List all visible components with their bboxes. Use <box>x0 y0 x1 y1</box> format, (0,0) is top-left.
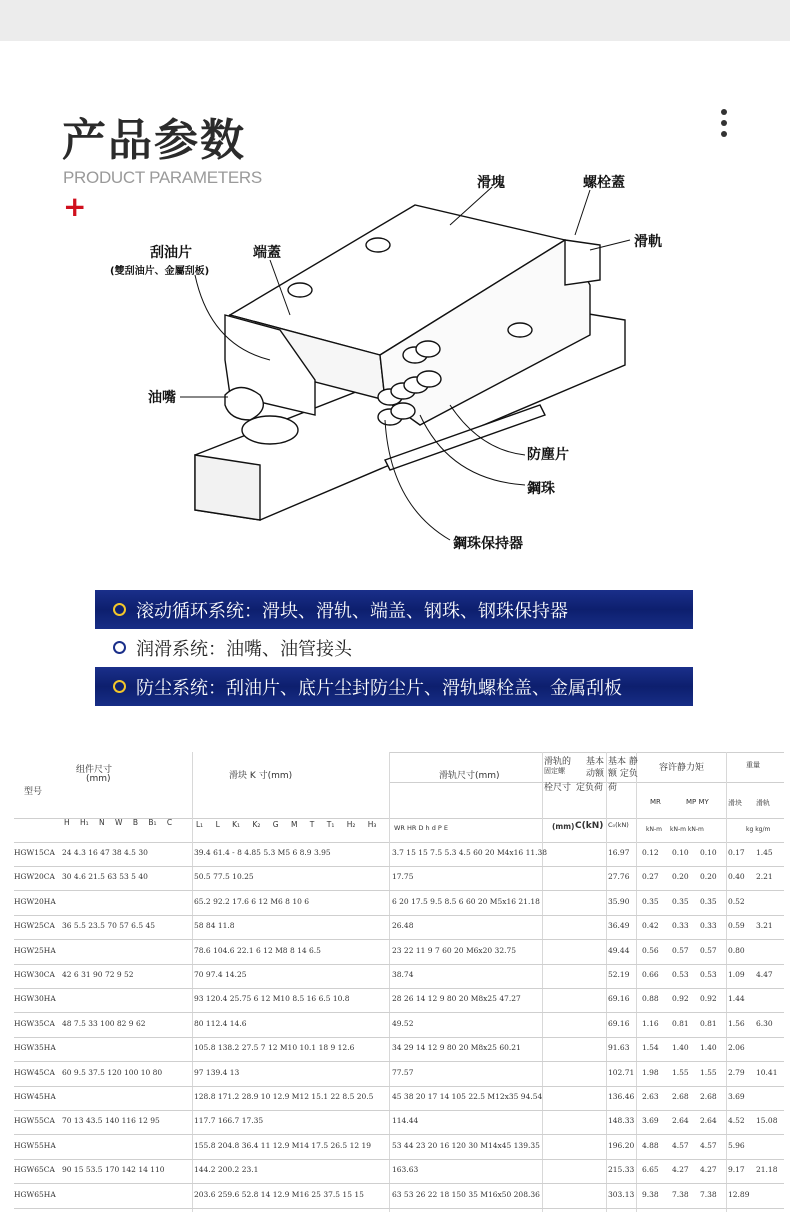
label-rail: 滑軌 <box>634 234 662 250</box>
table-cell: 23 22 11 9 7 60 20 M6x20 32.75 <box>392 945 517 955</box>
table-cell: 36.49 <box>608 921 630 931</box>
table-cell: 52.19 <box>608 970 630 979</box>
table-cell: 21.18 <box>756 1165 778 1175</box>
system-band-dustproof <box>95 667 693 706</box>
label-bolt-cap: 螺栓蓋 <box>583 175 625 191</box>
table-cell: 4.88 <box>642 1140 659 1150</box>
table-cell: 38.74 <box>392 970 414 979</box>
header-weight: 重量 <box>746 761 760 769</box>
table-cell: 0.42 <box>642 921 659 931</box>
table-cell: 0.57 <box>672 945 689 955</box>
ring-bullet-icon <box>113 680 126 693</box>
table-cell: 28 26 14 12 9 80 20 M8x25 47.27 <box>392 994 521 1004</box>
header-assembly: 组件尺寸 <box>76 765 113 775</box>
table-cell: 1.16 <box>642 1018 659 1028</box>
header-block: 滑块 K 寸(mm) <box>229 771 293 781</box>
table-cell: 97 139.4 13 <box>194 1067 240 1077</box>
model-cell: HGW35CA <box>14 1018 55 1028</box>
table-cell: 80 112.4 14.6 <box>194 1018 247 1028</box>
model-cell: HGW45CA <box>14 1067 55 1077</box>
table-cell: 0.66 <box>642 970 659 979</box>
table-cell: 0.20 <box>672 872 689 882</box>
label-ball-retainer: 鋼珠保持器 <box>453 536 523 552</box>
table-cell: 102.71 <box>608 1067 635 1077</box>
table-cell: 0.57 <box>700 945 717 955</box>
table-cell: 60 9.5 37.5 120 100 10 80 <box>62 1067 163 1077</box>
bolt-hole <box>288 283 312 297</box>
table-cell: 136.46 <box>608 1092 635 1101</box>
table-cell: 2.64 <box>700 1116 717 1126</box>
table-cell: 1.54 <box>642 1043 659 1053</box>
header-cols-a: H H₁ N W B B₁ C <box>64 818 173 827</box>
table-cell: 70 13 43.5 140 116 12 95 <box>62 1116 160 1126</box>
model-cell: HGW25HA <box>14 945 56 955</box>
table-cell: 6 20 17.5 9.5 8.5 6 60 20 M5x16 21.18 <box>392 896 540 906</box>
model-cell: HGW65CA <box>14 1165 55 1175</box>
model-cell: HGW15CA <box>14 848 55 857</box>
header-mpy: MP MY <box>686 798 709 806</box>
table-cell: 2.79 <box>728 1067 745 1077</box>
row-divider <box>14 1061 784 1062</box>
model-cell: HGW55HA <box>14 1140 56 1150</box>
table-cell: 77.57 <box>392 1067 414 1077</box>
table-cell: 9.38 <box>642 1189 659 1199</box>
table-cell: 45 38 20 17 14 105 22.5 M12x35 94.54 <box>392 1092 543 1101</box>
row-divider <box>14 1012 784 1013</box>
table-cell: 42 6 31 90 72 9 52 <box>62 970 134 979</box>
table-cell: 3.21 <box>756 921 773 931</box>
header-rail-bolt-2: 固定螺 <box>544 767 565 775</box>
table-cell: 0.10 <box>672 848 689 857</box>
table-cell: 2.68 <box>700 1092 717 1101</box>
header-block-weight: 滑块 <box>728 799 742 807</box>
label-end-cap: 端蓋 <box>253 245 281 261</box>
table-cell: 93 120.4 25.75 6 12 M10 8.5 16 6.5 10.8 <box>194 994 350 1004</box>
table-cell: 36 5.5 23.5 70 57 6.5 45 <box>62 921 156 931</box>
header-dyn-3: 定负荷 <box>576 783 604 793</box>
table-cell: 69.16 <box>608 1018 630 1028</box>
row-divider <box>14 1208 784 1209</box>
model-cell: HGW20HA <box>14 896 56 906</box>
ring-bullet-icon <box>113 641 126 654</box>
table-cell: 69.16 <box>608 994 630 1004</box>
table-cell: 0.81 <box>700 1018 717 1028</box>
table-cell: 3.69 <box>728 1092 745 1101</box>
model-cell: HGW30HA <box>14 994 56 1004</box>
top-bar <box>0 0 790 41</box>
model-cell: HGW55CA <box>14 1116 55 1126</box>
header-mr: MR <box>650 798 661 806</box>
header-stat-3: 荷 <box>608 783 618 793</box>
table-cell: 63 53 26 22 18 150 35 M16x50 208.36 <box>392 1189 540 1199</box>
table-cell: 15.08 <box>756 1116 778 1126</box>
linear-guide-diagram <box>110 165 690 560</box>
table-cell: 0.88 <box>642 994 659 1004</box>
table-cell: 0.81 <box>672 1018 689 1028</box>
table-cell: 2.68 <box>672 1092 689 1101</box>
header-unit-m: kN-m <box>646 826 662 833</box>
table-cell: 203.6 259.6 52.8 14 12.9 M16 25 37.5 15 15 <box>194 1189 364 1199</box>
table-cell: 0.33 <box>700 921 717 931</box>
row-divider <box>14 1110 784 1111</box>
table-cell: 0.80 <box>728 945 745 955</box>
header-assembly-unit: (mm) <box>86 774 111 784</box>
model-cell: HGW25CA <box>14 921 55 931</box>
table-cell: 0.35 <box>642 896 659 906</box>
page-subtitle: PRODUCT PARAMETERS <box>63 168 262 187</box>
label-wiper-note: (雙刮油片、金屬刮板) <box>110 266 210 277</box>
table-cell: 196.20 <box>608 1140 635 1150</box>
table-cell: 34 29 14 12 9 80 20 M8x25 60.21 <box>392 1043 521 1053</box>
table-cell: 4.27 <box>700 1165 717 1175</box>
model-cell: HGW45HA <box>14 1092 56 1101</box>
table-cell: 1.55 <box>672 1067 689 1077</box>
table-cell: 4.57 <box>672 1140 689 1150</box>
table-cell: 1.40 <box>672 1043 689 1053</box>
header-unit-m2: kN-m kN-m <box>670 826 704 833</box>
header-cols-c: WR HR D h d P E <box>394 824 449 832</box>
label-wiper: 刮油片 <box>150 245 192 261</box>
table-cell: 303.13 <box>608 1189 635 1199</box>
table-cell: 0.27 <box>642 872 659 882</box>
bolt-hole <box>366 238 390 252</box>
table-cell: 7.38 <box>672 1189 689 1199</box>
header-model: 型号 <box>24 787 43 797</box>
label-grease-nipple: 油嘴 <box>148 390 176 406</box>
table-cell: 105.8 138.2 27.5 7 12 M10 10.1 18 9 12.6 <box>194 1043 355 1053</box>
table-cell: 90 15 53.5 170 142 14 110 <box>62 1165 165 1175</box>
table-cell: 49.44 <box>608 945 630 955</box>
rail-end <box>195 455 260 520</box>
table-cell: 78.6 104.6 22.1 6 12 M8 8 14 6.5 <box>194 945 321 955</box>
table-cell: 1.55 <box>700 1067 717 1077</box>
table-cell: 1.44 <box>728 994 745 1004</box>
table-cell: 0.59 <box>728 921 745 931</box>
table-cell: 0.33 <box>672 921 689 931</box>
table-cell: 128.8 171.2 28.9 10 12.9 M12 15.1 22 8.5 20.5 <box>194 1092 374 1101</box>
plus-icon: + <box>63 190 87 223</box>
row-divider <box>14 964 784 965</box>
table-cell: 4.57 <box>700 1140 717 1150</box>
row-divider <box>14 1086 784 1087</box>
table-cell: 50.5 77.5 10.25 <box>194 872 254 882</box>
more-options-icon[interactable] <box>716 109 732 143</box>
header-cols-b: L₁ L K₁ K₂ G M T T₁ H₂ H₃ <box>196 820 377 829</box>
row-divider <box>14 1183 784 1184</box>
header-stat: 基本 静 <box>608 757 638 767</box>
table-cell: 0.10 <box>700 848 717 857</box>
header-rail-bolt-3: 栓尺寸 <box>544 783 572 793</box>
table-cell: 12.89 <box>728 1189 750 1199</box>
table-cell: 0.52 <box>728 896 745 906</box>
table-cell: 2.06 <box>728 1043 745 1053</box>
table-cell: 10.41 <box>756 1067 778 1077</box>
header-unit-w: kg kg/m <box>746 826 771 833</box>
table-cell: 3.69 <box>642 1116 659 1126</box>
table-cell: 26.48 <box>392 921 414 931</box>
table-cell: 1.09 <box>728 970 745 979</box>
table-cell: 114.44 <box>392 1116 419 1126</box>
model-cell: HGW65HA <box>14 1189 56 1199</box>
header-dyn-2: 动额 <box>586 769 605 779</box>
table-cell: 49.52 <box>392 1018 414 1028</box>
table-cell: 30 4.6 21.5 63 53 5 40 <box>62 872 148 882</box>
system-text: 润滑系统：油嘴、油管接头 <box>136 638 352 660</box>
rail-end-cap <box>565 240 600 285</box>
table-cell: 148.33 <box>608 1116 635 1126</box>
model-cell: HGW35HA <box>14 1043 56 1053</box>
table-cell: 91.63 <box>608 1043 630 1053</box>
table-cell: 0.56 <box>642 945 659 955</box>
ring-bullet-icon <box>113 603 126 616</box>
header-rail-weight: 滑轨 <box>756 799 770 807</box>
header-stat-2: 额 定负 <box>608 769 638 779</box>
row-divider <box>14 890 784 891</box>
table-cell: 17.75 <box>392 872 414 882</box>
table-cell: 0.92 <box>700 994 717 1004</box>
label-dust-seal: 防塵片 <box>527 447 569 463</box>
row-divider <box>14 1134 784 1135</box>
table-cell: 1.40 <box>700 1043 717 1053</box>
table-cell: 3.7 15 15 7.5 5.3 4.5 60 20 M4x16 11.38 <box>392 848 548 857</box>
row-divider <box>14 1159 784 1160</box>
table-cell: 2.64 <box>672 1116 689 1126</box>
model-cell: HGW20CA <box>14 872 55 882</box>
row-divider <box>14 915 784 916</box>
header-ckn: C(kN) <box>575 821 604 831</box>
table-cell: 0.40 <box>728 872 745 882</box>
label-slider: 滑塊 <box>477 175 505 191</box>
header-rail-bolt: 滑轨的 <box>544 757 572 767</box>
table-cell: 163.63 <box>392 1165 419 1175</box>
table-cell: 1.56 <box>728 1018 745 1028</box>
table-cell: 6.65 <box>642 1165 659 1175</box>
system-band-rolling <box>95 590 693 629</box>
row-divider <box>14 939 784 940</box>
table-cell: 155.8 204.8 36.4 11 12.9 M14 17.5 26.5 12 19 <box>194 1140 372 1150</box>
system-text: 滚动循环系统：滑块、滑轨、端盖、钢珠、钢珠保持器 <box>136 600 568 622</box>
table-cell: 0.35 <box>700 896 717 906</box>
table-cell: 0.53 <box>672 970 689 979</box>
label-steel-ball: 鋼珠 <box>527 481 555 497</box>
table-cell: 16.97 <box>608 848 630 857</box>
system-band-lubrication <box>95 628 693 667</box>
table-cell: 1.45 <box>756 848 773 857</box>
row-divider <box>14 1037 784 1038</box>
model-cell: HGW30CA <box>14 970 55 979</box>
table-cell: 48 7.5 33 100 82 9 62 <box>62 1018 146 1028</box>
header-c0: C₀(kN) <box>608 821 629 829</box>
table-cell: 53 44 23 20 16 120 30 M14x45 139.35 <box>392 1140 540 1150</box>
table-cell: 24 4.3 16 47 38 4.5 30 <box>62 848 148 857</box>
page-title: 产品参数 <box>62 115 246 166</box>
header-mm: (mm) <box>552 822 575 831</box>
table-cell: 2.63 <box>642 1092 659 1101</box>
spec-table <box>14 752 784 1212</box>
table-cell: 2.21 <box>756 872 773 882</box>
table-cell: 0.12 <box>642 848 659 857</box>
header-moment: 容许静力矩 <box>659 763 705 773</box>
table-cell: 0.20 <box>700 872 717 882</box>
table-cell: 39.4 61.4 - 8 4.85 5.3 M5 6 8.9 3.95 <box>194 848 331 857</box>
table-cell: 0.53 <box>700 970 717 979</box>
row-divider <box>14 866 784 867</box>
table-cell: 117.7 166.7 17.35 <box>194 1116 264 1126</box>
table-cell: 0.17 <box>728 848 745 857</box>
table-cell: 58 84 11.8 <box>194 921 235 931</box>
table-cell: 0.35 <box>672 896 689 906</box>
table-cell: 70 97.4 14.25 <box>194 970 247 979</box>
table-cell: 0.92 <box>672 994 689 1004</box>
table-cell: 27.76 <box>608 872 630 882</box>
table-cell: 6.30 <box>756 1018 773 1028</box>
table-cell: 4.52 <box>728 1116 745 1126</box>
table-cell: 5.96 <box>728 1140 745 1150</box>
table-cell: 7.38 <box>700 1189 717 1199</box>
header-dyn: 基本 <box>586 757 605 767</box>
table-cell: 35.90 <box>608 896 630 906</box>
row-divider <box>14 988 784 989</box>
bolt-hole <box>508 323 532 337</box>
system-text: 防尘系统：刮油片、底片尘封防尘片、滑轨螺栓盖、金属刮板 <box>136 677 622 699</box>
table-cell: 4.47 <box>756 970 773 979</box>
table-cell: 144.2 200.2 23.1 <box>194 1165 259 1175</box>
table-cell: 4.27 <box>672 1165 689 1175</box>
header-rail: 滑轨尺寸(mm) <box>439 771 500 781</box>
table-cell: 65.2 92.2 17.6 6 12 M6 8 10 6 <box>194 896 310 906</box>
table-cell: 9.17 <box>728 1165 745 1175</box>
table-cell: 215.33 <box>608 1165 635 1175</box>
table-cell: 1.98 <box>642 1067 659 1077</box>
